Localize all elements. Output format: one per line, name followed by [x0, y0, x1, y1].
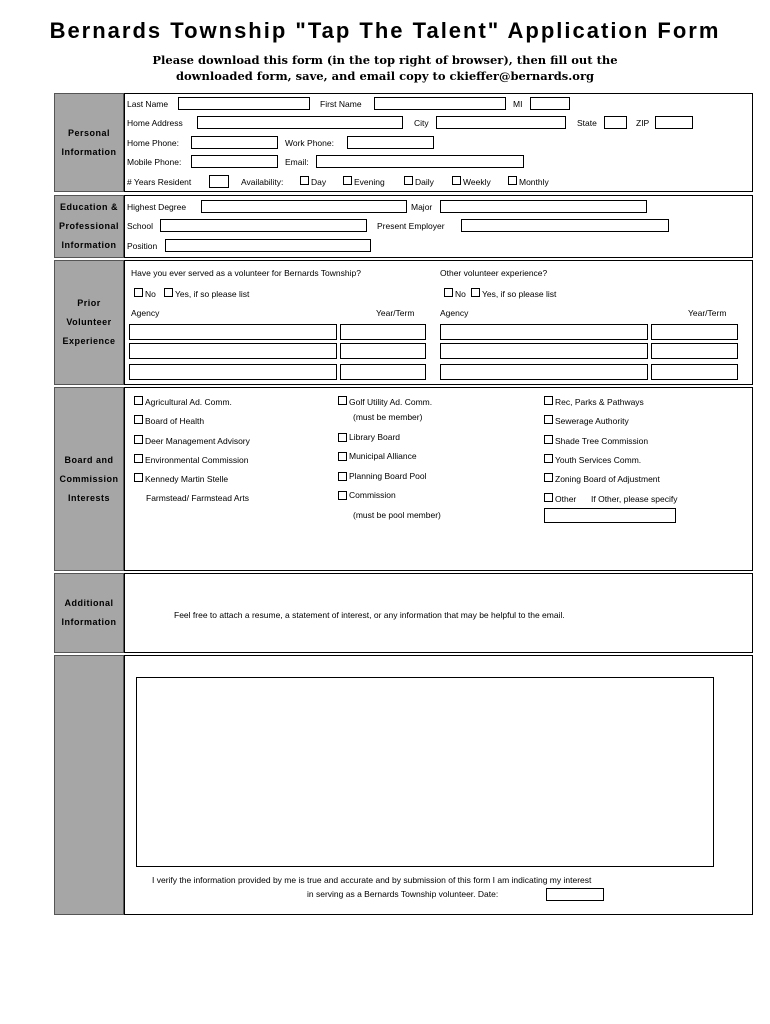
- township-year-field-2[interactable]: [340, 343, 426, 359]
- township-agency-field-3[interactable]: [129, 364, 337, 380]
- years-resident-label: # Years Resident: [127, 177, 192, 187]
- board-environmental-checkbox[interactable]: [134, 454, 143, 463]
- position-label: Position: [127, 241, 158, 251]
- city-field[interactable]: [436, 116, 566, 129]
- availability-monthly-label: Monthly: [519, 177, 549, 187]
- form-subtitle: [0, 52, 770, 84]
- section-personal-label: Personal Information: [54, 93, 124, 192]
- other-no-label: No: [455, 289, 466, 299]
- date-field[interactable]: [546, 888, 604, 901]
- other-year-field-1[interactable]: [651, 324, 738, 340]
- zip-label: ZIP: [636, 118, 650, 128]
- state-label: State: [577, 118, 597, 128]
- email-field[interactable]: [316, 155, 524, 168]
- township-agency-field-1[interactable]: [129, 324, 337, 340]
- other-yes-label: Yes, if so please list: [482, 289, 557, 299]
- verify-line-1: I verify the information provided by me is true and accurate and by submission of this form I am indicating my interest: [152, 875, 592, 885]
- township-volunteer-question: Have you ever served as a volunteer for Bernards Township?: [131, 268, 361, 278]
- home-address-label: Home Address: [127, 118, 183, 128]
- section-boards-label: Board and Commission Interests: [54, 387, 124, 571]
- home-phone-label: Home Phone:: [127, 138, 179, 148]
- other-agency-header: Agency: [440, 308, 469, 318]
- mobile-phone-label: Mobile Phone:: [127, 157, 182, 167]
- board-commission-label: Commission: [349, 490, 396, 500]
- section-statement-label: [54, 655, 124, 915]
- years-resident-field[interactable]: [209, 175, 229, 188]
- major-label: Major: [411, 202, 433, 212]
- board-library-checkbox[interactable]: [338, 433, 347, 442]
- other-no-checkbox[interactable]: [444, 288, 453, 297]
- first-name-field[interactable]: [374, 97, 506, 110]
- board-rec-checkbox[interactable]: [544, 396, 553, 405]
- board-zoning-checkbox[interactable]: [544, 473, 553, 482]
- board-environmental-label: Environmental Commission: [145, 455, 249, 465]
- verify-line-2: in serving as a Bernards Township volunteer. Date:: [307, 889, 499, 899]
- present-employer-label: Present Employer: [377, 221, 445, 231]
- township-year-field-3[interactable]: [340, 364, 426, 380]
- board-planning-checkbox[interactable]: [338, 472, 347, 481]
- other-year-field-3[interactable]: [651, 364, 738, 380]
- board-municipal-checkbox[interactable]: [338, 452, 347, 461]
- board-deer-checkbox[interactable]: [134, 435, 143, 444]
- availability-weekly-label: Weekly: [463, 177, 491, 187]
- mobile-phone-field[interactable]: [191, 155, 278, 168]
- board-health-checkbox[interactable]: [134, 415, 143, 424]
- board-other-specify-field[interactable]: [544, 508, 676, 523]
- zip-field[interactable]: [655, 116, 693, 129]
- board-planning-label: Planning Board Pool: [349, 471, 427, 481]
- board-shade-tree-label: Shade Tree Commission: [555, 436, 649, 446]
- availability-weekly-checkbox[interactable]: [452, 176, 461, 185]
- board-agricultural-checkbox[interactable]: [134, 396, 143, 405]
- board-library-label: Library Board: [349, 432, 401, 442]
- position-field[interactable]: [165, 239, 371, 252]
- state-field[interactable]: [604, 116, 627, 129]
- form-title: Bernards Township "Tap The Talent" Application Form: [49, 18, 721, 43]
- major-field[interactable]: [440, 200, 647, 213]
- board-sewerage-checkbox[interactable]: [544, 415, 553, 424]
- board-kennedy-checkbox[interactable]: [134, 473, 143, 482]
- city-label: City: [414, 118, 429, 128]
- township-agency-header: Agency: [131, 308, 160, 318]
- availability-day-checkbox[interactable]: [300, 176, 309, 185]
- township-yes-checkbox[interactable]: [164, 288, 173, 297]
- board-deer-label: Deer Management Advisory: [145, 436, 250, 446]
- last-name-label: Last Name: [127, 99, 169, 109]
- board-municipal-label: Municipal Alliance: [349, 451, 417, 461]
- other-yes-checkbox[interactable]: [471, 288, 480, 297]
- other-volunteer-question: Other volunteer experience?: [440, 268, 548, 278]
- other-agency-field-2[interactable]: [440, 343, 648, 359]
- present-employer-field[interactable]: [461, 219, 669, 232]
- township-agency-field-2[interactable]: [129, 343, 337, 359]
- section-volunteer-label: Prior Volunteer Experience: [54, 260, 124, 385]
- board-golf-label: Golf Utility Ad. Comm.: [349, 397, 433, 407]
- township-yes-label: Yes, if so please list: [175, 289, 250, 299]
- other-year-header: Year/Term: [688, 308, 727, 318]
- other-agency-field-3[interactable]: [440, 364, 648, 380]
- availability-monthly-checkbox[interactable]: [508, 176, 517, 185]
- board-commission-note: (must be pool member): [353, 510, 441, 520]
- board-kennedy-label: Kennedy Martin Stelle: [145, 474, 229, 484]
- work-phone-field[interactable]: [347, 136, 434, 149]
- board-golf-note: (must be member): [353, 412, 423, 422]
- work-phone-label: Work Phone:: [285, 138, 334, 148]
- email-label: Email:: [285, 157, 309, 167]
- school-field[interactable]: [160, 219, 367, 232]
- availability-daily-label: Daily: [415, 177, 434, 187]
- highest-degree-label: Highest Degree: [127, 202, 187, 212]
- availability-evening-checkbox[interactable]: [343, 176, 352, 185]
- mi-field[interactable]: [530, 97, 570, 110]
- other-year-field-2[interactable]: [651, 343, 738, 359]
- section-additional-label: Additional Information: [54, 573, 124, 653]
- township-no-label: No: [145, 289, 156, 299]
- board-other-label: Other: [555, 494, 577, 504]
- highest-degree-field[interactable]: [201, 200, 407, 213]
- board-health-label: Board of Health: [145, 416, 205, 426]
- township-no-checkbox[interactable]: [134, 288, 143, 297]
- board-sewerage-label: Sewerage Authority: [555, 416, 629, 426]
- subtitle-line-1: Please download this form (in the top right of browser), then fill out the: [152, 53, 618, 67]
- board-youth-checkbox[interactable]: [544, 454, 553, 463]
- additional-instructions: Feel free to attach a resume, a statement of interest, or any information that may be helpful to the email.: [174, 610, 565, 620]
- board-kennedy-extra: Farmstead/ Farmstead Arts: [146, 493, 249, 503]
- home-phone-field[interactable]: [191, 136, 278, 149]
- subtitle-line-2: downloaded form, save, and email copy to ckieffer@bernards.org: [175, 69, 595, 83]
- other-agency-field-1[interactable]: [440, 324, 648, 340]
- township-year-field-1[interactable]: [340, 324, 426, 340]
- board-agricultural-label: Agricultural Ad. Comm.: [145, 397, 232, 407]
- last-name-field[interactable]: [178, 97, 310, 110]
- section-education-label: Education & Professional Information: [54, 195, 124, 258]
- board-shade-tree-checkbox[interactable]: [544, 435, 553, 444]
- availability-day-label: Day: [311, 177, 327, 187]
- board-commission-checkbox[interactable]: [338, 491, 347, 500]
- availability-evening-label: Evening: [354, 177, 385, 187]
- mi-label: MI: [513, 99, 523, 109]
- board-golf-checkbox[interactable]: [338, 396, 347, 405]
- township-year-header: Year/Term: [376, 308, 415, 318]
- board-zoning-label: Zoning Board of Adjustment: [555, 474, 660, 484]
- board-other-checkbox[interactable]: [544, 493, 553, 502]
- board-youth-label: Youth Services Comm.: [555, 455, 642, 465]
- board-other-specify-label: If Other, please specify: [591, 494, 678, 504]
- first-name-label: First Name: [320, 99, 362, 109]
- statement-textarea[interactable]: [136, 677, 714, 867]
- school-label: School: [127, 221, 153, 231]
- availability-label: Availability:: [241, 177, 284, 187]
- availability-daily-checkbox[interactable]: [404, 176, 413, 185]
- board-rec-label: Rec, Parks & Pathways: [555, 397, 644, 407]
- home-address-field[interactable]: [197, 116, 403, 129]
